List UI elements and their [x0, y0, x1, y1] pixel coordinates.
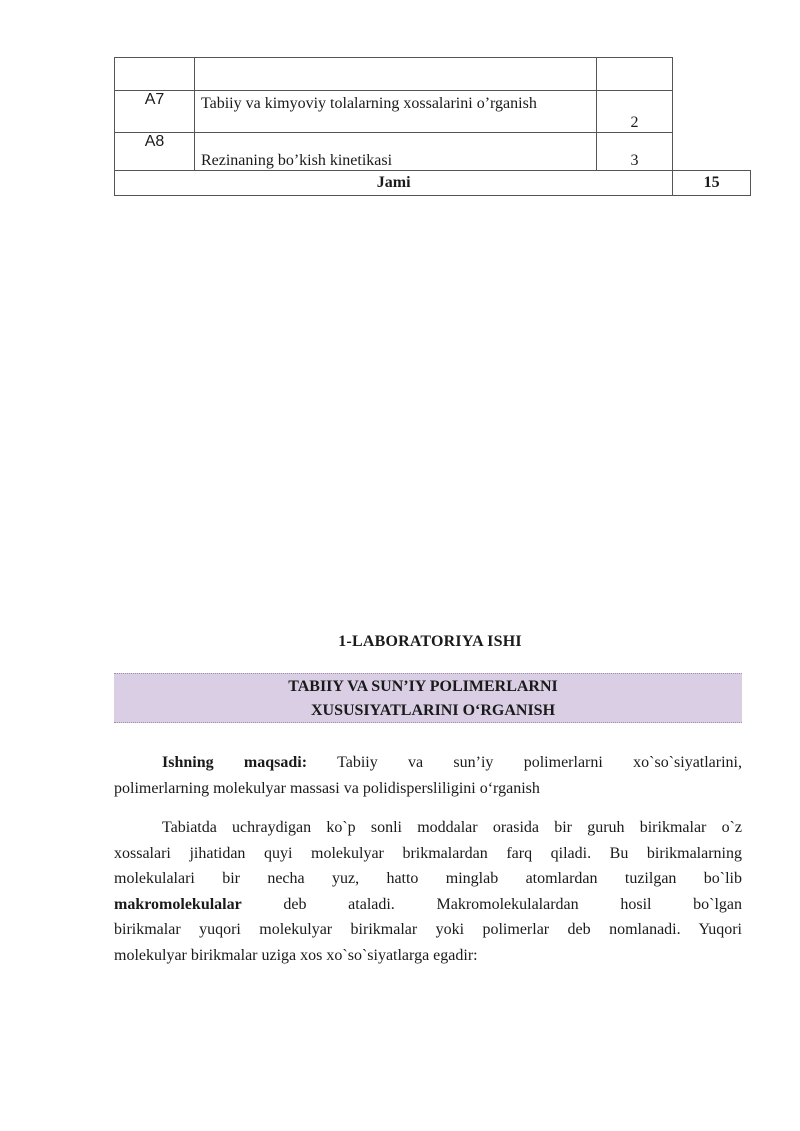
lab-title: 1-LABORATORIYA ISHI	[338, 633, 522, 650]
intro-line-6: molekulyar birikmalar uziga xos xo`so`siyatlarga egadir:	[114, 946, 478, 964]
total-value: 15	[673, 171, 751, 196]
term-makromolekulalar: makromolekulalar	[114, 895, 242, 913]
table-cell-name: Rezinaning bo’kish kinetikasi	[194, 133, 596, 171]
goal-line-1	[114, 750, 742, 776]
goal-line-2: polimerlarning molekulyar massasi va polidispersliligini o‘rganish	[114, 779, 540, 797]
topic-heading-line-2: XUSUSIYATLARINI O‘RGANISH	[310, 702, 556, 719]
table-cell-code: A8	[115, 133, 195, 171]
intro-line-2: xossalari jihatidan quyi molekulyar brikmalardan farq qiladi. Bu birikmalarning	[114, 844, 742, 862]
goal-label: Ishning maqsadi:	[162, 754, 308, 771]
intro-paragraph	[114, 815, 742, 968]
lab-works-table	[114, 57, 751, 196]
table-total-row	[115, 171, 751, 196]
table-cell-hours: 3	[596, 133, 672, 171]
intro-line-5: birikmalar yuqori molekulyar birikmalar yoki polimerlar deb nomlanadi. Yuqori	[114, 921, 742, 938]
intro-line-3: molekulalari bir necha yuz, hatto minglab atomlardan tuzilgan bo`lib	[114, 870, 742, 887]
topic-heading-band	[114, 673, 742, 723]
table-row	[115, 133, 751, 171]
intro-line-4-text: deb ataladi. Makromolekulalardan hosil bo`lgan	[283, 895, 743, 913]
table-cell-hours	[596, 58, 672, 91]
intro-line-1: Tabiatda uchraydigan ko`p sonli moddalar orasida bir guruh birikmalar o`z	[162, 819, 742, 836]
table-cell-code: A7	[115, 91, 195, 133]
goal-text: Tabiiy va sun’iy polimerlarni xo`so`siyatlarini,	[337, 754, 743, 771]
table-cell-code	[115, 58, 195, 91]
goal-paragraph	[114, 750, 742, 801]
total-label: Jami	[115, 171, 673, 196]
table-cell-hours: 2	[596, 91, 672, 133]
table-cell-name	[194, 58, 596, 91]
intro-line-4	[114, 892, 742, 918]
table-row	[115, 91, 751, 133]
table-cell-name: Tabiiy va kimyoviy tolalarning xossalarini o’rganish	[194, 91, 596, 133]
topic-heading-line-1: TABIIY VA SUN’IY POLIMERLARNI	[288, 678, 558, 695]
table-row	[115, 58, 751, 91]
